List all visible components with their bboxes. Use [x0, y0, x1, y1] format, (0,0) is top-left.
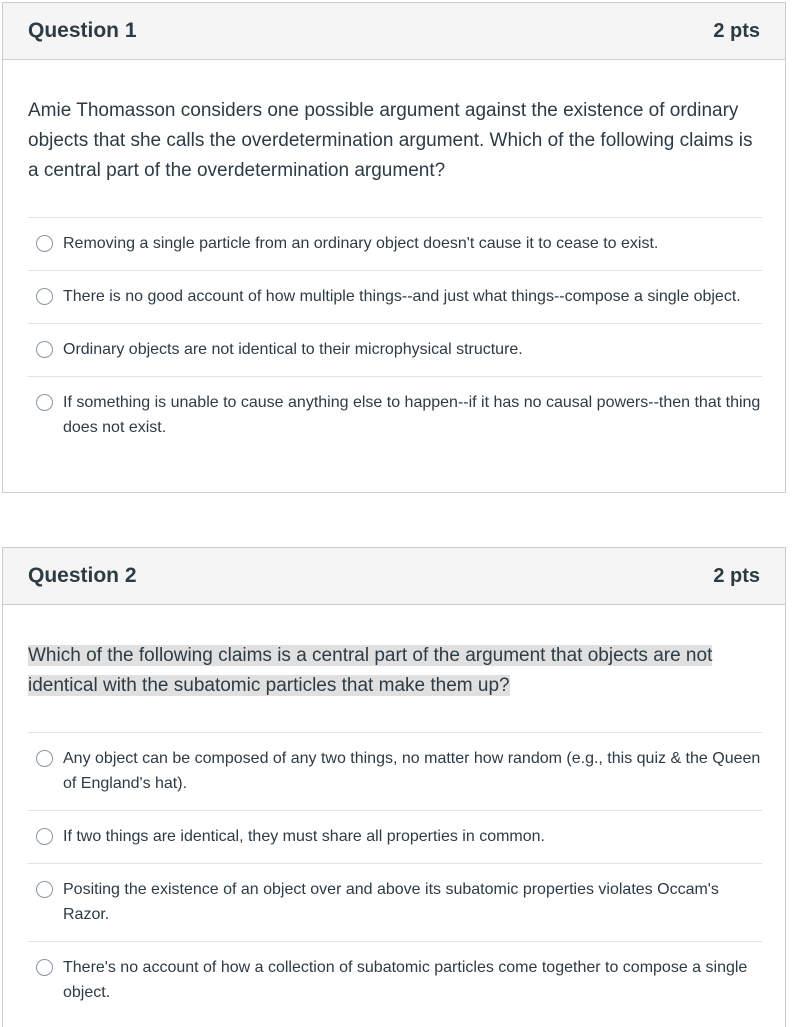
- question-text-highlighted: Which of the following claims is a central part of the argument that objects are not identical with the subatomic particles that make them up?: [28, 645, 713, 696]
- answer-label[interactable]: There's no account of how a collection of subatomic particles come together to compose a single object.: [63, 959, 748, 1001]
- radio-button[interactable]: [36, 235, 53, 252]
- question-title: Question 2: [28, 564, 137, 587]
- question-text: Amie Thomasson considers one possible argument against the existence of ordinary objects that she calls the overdetermination argument. Which of the following claims is a central part of the overdetermination argument?: [28, 100, 753, 181]
- radio-button[interactable]: [36, 341, 53, 358]
- answer-label[interactable]: Any object can be composed of any two things, no matter how random (e.g., this quiz & the Queen of England's hat).: [63, 750, 761, 792]
- question-header: [3, 548, 785, 605]
- question-header: [3, 3, 785, 60]
- question-points: 2 pts: [713, 564, 760, 587]
- answer-option[interactable]: [28, 733, 762, 811]
- answer-option[interactable]: [28, 864, 762, 942]
- answer-option[interactable]: [28, 218, 762, 271]
- radio-button[interactable]: [36, 828, 53, 845]
- answer-list: [28, 217, 762, 454]
- radio-button[interactable]: [36, 394, 53, 411]
- answer-option[interactable]: [28, 324, 762, 377]
- answer-label[interactable]: Ordinary objects are not identical to their microphysical structure.: [63, 341, 523, 358]
- radio-button[interactable]: [36, 959, 53, 976]
- answer-option[interactable]: [28, 377, 762, 454]
- answer-label[interactable]: Positing the existence of an object over and above its subatomic properties violates Occam's Razor.: [63, 881, 719, 923]
- question-text: [28, 641, 762, 701]
- question-points: 2 pts: [713, 19, 760, 42]
- answer-label[interactable]: Removing a single particle from an ordinary object doesn't cause it to cease to exist.: [63, 235, 659, 252]
- question-card-1: [2, 2, 786, 493]
- answer-list: [28, 732, 762, 1019]
- answer-option[interactable]: [28, 942, 762, 1019]
- question-body: [3, 605, 785, 1019]
- answer-option[interactable]: [28, 811, 762, 864]
- answer-option[interactable]: [28, 271, 762, 324]
- question-body: [3, 60, 785, 454]
- answer-label[interactable]: If something is unable to cause anything else to happen--if it has no causal powers--then that thing does not exist.: [63, 394, 761, 436]
- question-card-2: [2, 547, 786, 1027]
- question-title: Question 1: [28, 19, 137, 42]
- answer-label[interactable]: If two things are identical, they must share all properties in common.: [63, 828, 545, 845]
- answer-label[interactable]: There is no good account of how multiple things--and just what things--compose a single object.: [63, 288, 741, 305]
- radio-button[interactable]: [36, 750, 53, 767]
- radio-button[interactable]: [36, 881, 53, 898]
- radio-button[interactable]: [36, 288, 53, 305]
